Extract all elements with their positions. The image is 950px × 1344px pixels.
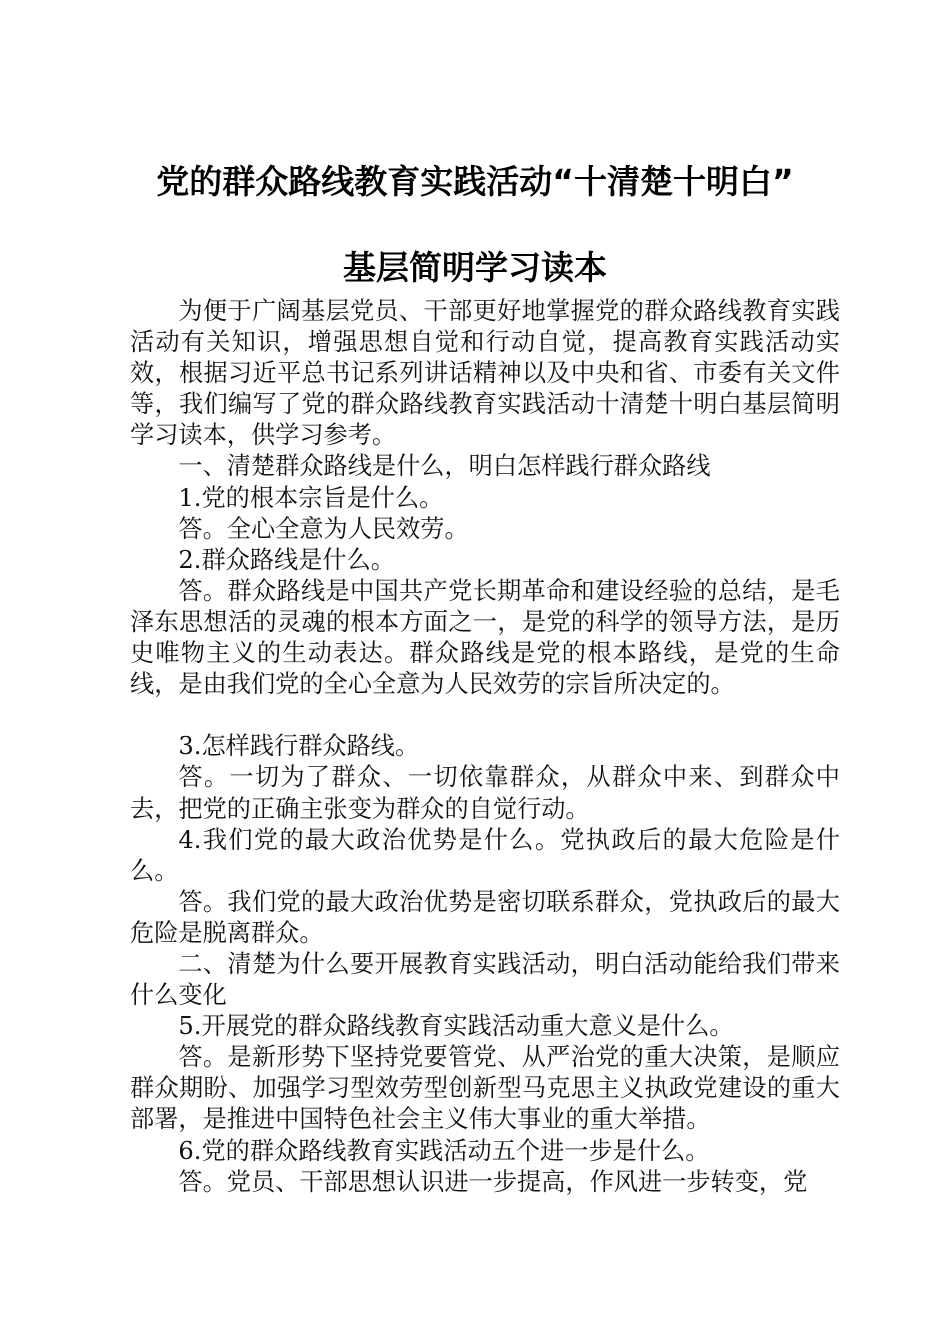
question-1: 1.党的根本宗旨是什么。 (178, 483, 444, 512)
question-2: 2.群众路线是什么。 (178, 545, 395, 574)
blank-line (130, 700, 840, 731)
intro-paragraph: 为便于广阔基层党员、干部更好地掌握党的群众路线教育实践活动有关知识，增强思想自觉和行动自觉，提高教育实践活动实效，根据习近平总书记系列讲话精神以及中央和省、市委有关文件等，我们编写了党的群众路线教育实践活动十清楚十明白基层简明学习读本，供学习参考。 (130, 297, 840, 450)
document-title-line-1: 党的群众路线教育实践活动“十清楚十明白” (156, 162, 794, 201)
document-body (130, 296, 840, 1198)
answer-4: 答。我们党的最大政治优势是密切联系群众，党执政后的最大危险是脱离群众。 (130, 887, 840, 947)
question-3: 3.怎样践行群众路线。 (178, 732, 420, 761)
answer-2: 答。群众路线是中国共产党长期革命和建设经验的总结，是毛泽东思想活的灵魂的根本方面之一，是党的科学的领导方法，是历史唯物主义的生动表达。群众路线是党的根本路线，是党的生命线，是由我们党的全心全意为人民效劳的宗旨所决定的。 (130, 576, 840, 699)
document-title-line-2: 基层简明学习读本 (343, 248, 607, 287)
section-heading-1: 一、清楚群众路线是什么，明白怎样践行群众路线 (178, 452, 711, 481)
answer-6: 答。党员、干部思想认识进一步提高，作风进一步转变，党 (178, 1167, 808, 1196)
question-5: 5.开展党的群众路线教育实践活动重大意义是什么。 (178, 1012, 734, 1041)
answer-1: 答。全心全意为人民效劳。 (178, 514, 469, 543)
section-heading-2: 二、清楚为什么要开展教育实践活动，明白活动能给我们带来什么变化 (130, 949, 840, 1010)
answer-3: 答。一切为了群众、一切依靠群众，从群众中来、到群众中去，把党的正确主张变为群众的自觉行动。 (130, 763, 840, 823)
question-6: 6.党的群众路线教育实践活动五个进一步是什么。 (178, 1136, 710, 1165)
question-4: 4.我们党的最大政治优势是什么。党执政后的最大危险是什么。 (130, 825, 840, 885)
answer-5: 答。是新形势下坚持党要管党、从严治党的重大决策，是顺应群众期盼、加强学习型效劳型创新型马克思主义执政党建设的重大部署，是推进中国特色社会主义伟大事业的重大举措。 (130, 1043, 840, 1134)
